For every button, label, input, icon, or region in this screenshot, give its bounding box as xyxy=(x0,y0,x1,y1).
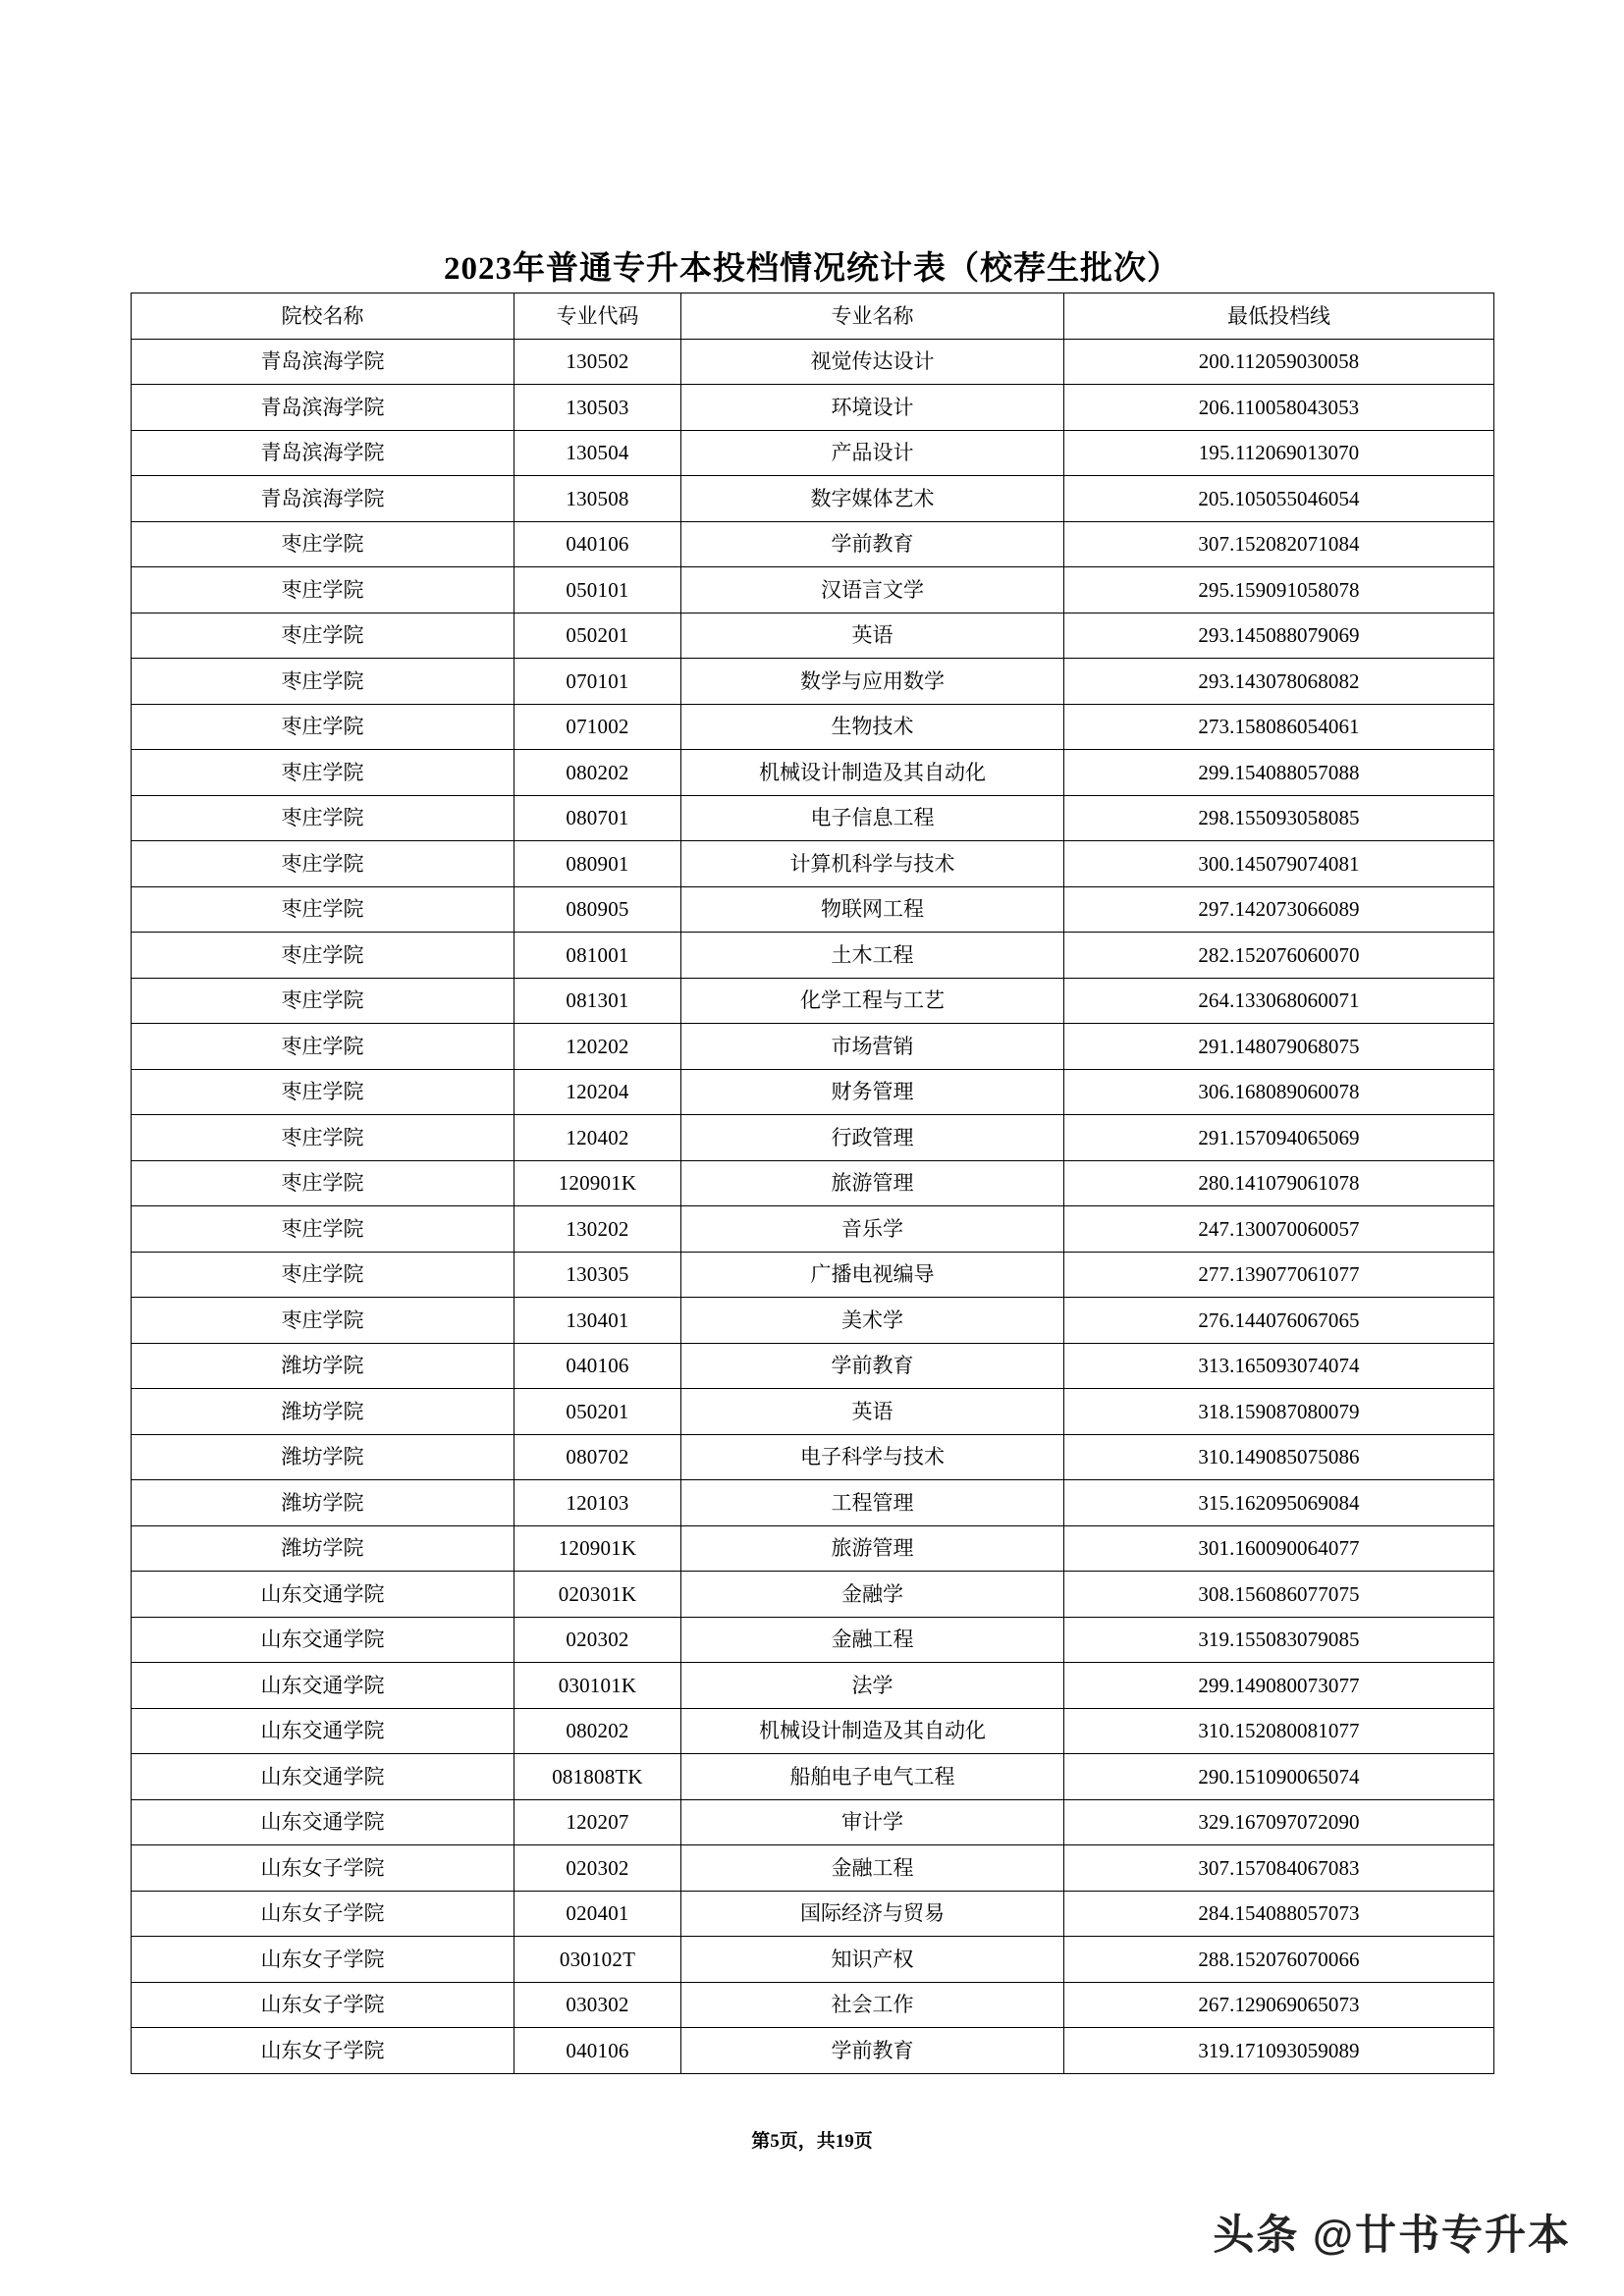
table-row xyxy=(132,339,1494,385)
school-name-cell: 枣庄学院 xyxy=(132,1298,514,1344)
table-body xyxy=(132,339,1494,2073)
major-code-cell: 081808TK xyxy=(514,1754,681,1800)
major-name-cell: 广播电视编导 xyxy=(681,1252,1064,1298)
school-name-cell: 山东交通学院 xyxy=(132,1799,514,1845)
table-row xyxy=(132,1298,1494,1344)
min-score-cell: 319.155083079085 xyxy=(1064,1617,1494,1663)
table-row xyxy=(132,1572,1494,1618)
major-name-cell: 电子信息工程 xyxy=(681,795,1064,841)
school-name-cell: 山东女子学院 xyxy=(132,1891,514,1937)
min-score-cell: 295.159091058078 xyxy=(1064,567,1494,614)
min-score-cell: 315.162095069084 xyxy=(1064,1480,1494,1526)
table-row xyxy=(132,1617,1494,1663)
table-row xyxy=(132,1252,1494,1298)
table-row xyxy=(132,795,1494,841)
table-row xyxy=(132,1160,1494,1206)
min-score-cell: 293.143078068082 xyxy=(1064,659,1494,705)
min-score-cell: 273.158086054061 xyxy=(1064,704,1494,750)
major-name-cell: 知识产权 xyxy=(681,1937,1064,1983)
major-name-cell: 数字媒体艺术 xyxy=(681,476,1064,522)
major-name-cell: 旅游管理 xyxy=(681,1525,1064,1572)
major-code-cell: 130305 xyxy=(514,1252,681,1298)
min-score-cell: 282.152076060070 xyxy=(1064,933,1494,979)
school-name-cell: 青岛滨海学院 xyxy=(132,385,514,431)
table-row xyxy=(132,1115,1494,1161)
school-name-cell: 潍坊学院 xyxy=(132,1434,514,1480)
table-row xyxy=(132,933,1494,979)
min-score-cell: 206.110058043053 xyxy=(1064,385,1494,431)
min-score-cell: 307.157084067083 xyxy=(1064,1845,1494,1892)
table-row xyxy=(132,1024,1494,1070)
major-name-cell: 审计学 xyxy=(681,1799,1064,1845)
school-name-cell: 山东交通学院 xyxy=(132,1617,514,1663)
school-name-cell: 枣庄学院 xyxy=(132,1024,514,1070)
min-score-cell: 293.145088079069 xyxy=(1064,613,1494,659)
major-code-cell: 130508 xyxy=(514,476,681,522)
major-code-cell: 030102T xyxy=(514,1937,681,1983)
school-name-cell: 枣庄学院 xyxy=(132,567,514,614)
school-name-cell: 枣庄学院 xyxy=(132,1206,514,1253)
school-name-cell: 枣庄学院 xyxy=(132,841,514,887)
school-name-cell: 枣庄学院 xyxy=(132,704,514,750)
min-score-cell: 284.154088057073 xyxy=(1064,1891,1494,1937)
major-name-cell: 环境设计 xyxy=(681,385,1064,431)
table-row xyxy=(132,385,1494,431)
major-code-cell: 130504 xyxy=(514,430,681,476)
major-code-cell: 120402 xyxy=(514,1115,681,1161)
major-code-cell: 130503 xyxy=(514,385,681,431)
school-name-cell: 枣庄学院 xyxy=(132,886,514,933)
table-row xyxy=(132,1891,1494,1937)
table-row xyxy=(132,1389,1494,1435)
major-name-cell: 学前教育 xyxy=(681,521,1064,567)
table-row xyxy=(132,1480,1494,1526)
min-score-cell: 318.159087080079 xyxy=(1064,1389,1494,1435)
min-score-cell: 308.156086077075 xyxy=(1064,1572,1494,1618)
school-name-cell: 潍坊学院 xyxy=(132,1343,514,1389)
school-name-cell: 枣庄学院 xyxy=(132,521,514,567)
table-row xyxy=(132,1434,1494,1480)
major-name-cell: 行政管理 xyxy=(681,1115,1064,1161)
table-row xyxy=(132,476,1494,522)
major-name-cell: 英语 xyxy=(681,613,1064,659)
major-code-cell: 120901K xyxy=(514,1525,681,1572)
table-row xyxy=(132,750,1494,796)
major-name-cell: 汉语言文学 xyxy=(681,567,1064,614)
min-score-cell: 276.144076067065 xyxy=(1064,1298,1494,1344)
major-name-cell: 国际经济与贸易 xyxy=(681,1891,1064,1937)
school-name-cell: 潍坊学院 xyxy=(132,1525,514,1572)
school-name-cell: 山东交通学院 xyxy=(132,1572,514,1618)
min-score-cell: 310.149085075086 xyxy=(1064,1434,1494,1480)
major-name-cell: 化学工程与工艺 xyxy=(681,978,1064,1024)
table-row xyxy=(132,1069,1494,1115)
major-name-cell: 财务管理 xyxy=(681,1069,1064,1115)
page-title: 2023年普通专升本投档情况统计表（校荐生批次） xyxy=(444,251,1180,287)
major-name-cell: 产品设计 xyxy=(681,430,1064,476)
school-name-cell: 山东女子学院 xyxy=(132,2028,514,2074)
major-code-cell: 050101 xyxy=(514,567,681,614)
major-name-cell: 机械设计制造及其自动化 xyxy=(681,1708,1064,1754)
major-code-cell: 020302 xyxy=(514,1845,681,1892)
school-name-cell: 枣庄学院 xyxy=(132,1160,514,1206)
major-name-cell: 音乐学 xyxy=(681,1206,1064,1253)
major-name-cell: 金融学 xyxy=(681,1572,1064,1618)
table-row xyxy=(132,1799,1494,1845)
major-name-cell: 机械设计制造及其自动化 xyxy=(681,750,1064,796)
table-header-row xyxy=(132,294,1494,340)
min-score-cell: 297.142073066089 xyxy=(1064,886,1494,933)
min-score-cell: 264.133068060071 xyxy=(1064,978,1494,1024)
school-name-cell: 潍坊学院 xyxy=(132,1389,514,1435)
min-score-cell: 290.151090065074 xyxy=(1064,1754,1494,1800)
major-name-cell: 旅游管理 xyxy=(681,1160,1064,1206)
school-name-cell: 枣庄学院 xyxy=(132,1115,514,1161)
min-score-cell: 299.149080073077 xyxy=(1064,1663,1494,1709)
column-header-major-code: 专业代码 xyxy=(514,294,681,340)
major-code-cell: 081301 xyxy=(514,978,681,1024)
table-row xyxy=(132,886,1494,933)
major-code-cell: 040106 xyxy=(514,2028,681,2074)
major-code-cell: 080901 xyxy=(514,841,681,887)
min-score-cell: 319.171093059089 xyxy=(1064,2028,1494,2074)
table-row xyxy=(132,978,1494,1024)
school-name-cell: 山东女子学院 xyxy=(132,1982,514,2028)
table-row xyxy=(132,1937,1494,1983)
school-name-cell: 山东交通学院 xyxy=(132,1754,514,1800)
major-code-cell: 130502 xyxy=(514,339,681,385)
min-score-cell: 291.157094065069 xyxy=(1064,1115,1494,1161)
min-score-cell: 195.112069013070 xyxy=(1064,430,1494,476)
table-row xyxy=(132,430,1494,476)
major-name-cell: 物联网工程 xyxy=(681,886,1064,933)
major-code-cell: 081001 xyxy=(514,933,681,979)
major-code-cell: 120207 xyxy=(514,1799,681,1845)
school-name-cell: 青岛滨海学院 xyxy=(132,339,514,385)
major-code-cell: 080702 xyxy=(514,1434,681,1480)
major-code-cell: 040106 xyxy=(514,521,681,567)
min-score-cell: 200.112059030058 xyxy=(1064,339,1494,385)
major-name-cell: 土木工程 xyxy=(681,933,1064,979)
major-code-cell: 050201 xyxy=(514,613,681,659)
major-code-cell: 020401 xyxy=(514,1891,681,1937)
major-code-cell: 120901K xyxy=(514,1160,681,1206)
major-name-cell: 生物技术 xyxy=(681,704,1064,750)
school-name-cell: 枣庄学院 xyxy=(132,659,514,705)
admission-statistics-table xyxy=(131,293,1494,2074)
school-name-cell: 枣庄学院 xyxy=(132,933,514,979)
major-name-cell: 工程管理 xyxy=(681,1480,1064,1526)
major-code-cell: 050201 xyxy=(514,1389,681,1435)
school-name-cell: 山东女子学院 xyxy=(132,1937,514,1983)
table-row xyxy=(132,1343,1494,1389)
school-name-cell: 潍坊学院 xyxy=(132,1480,514,1526)
school-name-cell: 枣庄学院 xyxy=(132,1069,514,1115)
major-name-cell: 金融工程 xyxy=(681,1845,1064,1892)
major-code-cell: 080701 xyxy=(514,795,681,841)
table-row xyxy=(132,1754,1494,1800)
school-name-cell: 枣庄学院 xyxy=(132,613,514,659)
major-name-cell: 船舶电子电气工程 xyxy=(681,1754,1064,1800)
major-name-cell: 计算机科学与技术 xyxy=(681,841,1064,887)
school-name-cell: 枣庄学院 xyxy=(132,750,514,796)
table-row xyxy=(132,1663,1494,1709)
table-row xyxy=(132,521,1494,567)
min-score-cell: 298.155093058085 xyxy=(1064,795,1494,841)
major-code-cell: 080905 xyxy=(514,886,681,933)
table-row xyxy=(132,1982,1494,2028)
column-header-school-name: 院校名称 xyxy=(132,294,514,340)
major-name-cell: 市场营销 xyxy=(681,1024,1064,1070)
major-name-cell: 美术学 xyxy=(681,1298,1064,1344)
major-code-cell: 040106 xyxy=(514,1343,681,1389)
school-name-cell: 山东交通学院 xyxy=(132,1663,514,1709)
school-name-cell: 枣庄学院 xyxy=(132,1252,514,1298)
school-name-cell: 枣庄学院 xyxy=(132,795,514,841)
column-header-min-score: 最低投档线 xyxy=(1064,294,1494,340)
min-score-cell: 301.160090064077 xyxy=(1064,1525,1494,1572)
major-name-cell: 社会工作 xyxy=(681,1982,1064,2028)
major-code-cell: 030302 xyxy=(514,1982,681,2028)
major-code-cell: 120103 xyxy=(514,1480,681,1526)
min-score-cell: 205.105055046054 xyxy=(1064,476,1494,522)
min-score-cell: 288.152076070066 xyxy=(1064,1937,1494,1983)
table-row xyxy=(132,1525,1494,1572)
major-name-cell: 电子科学与技术 xyxy=(681,1434,1064,1480)
major-name-cell: 学前教育 xyxy=(681,1343,1064,1389)
min-score-cell: 280.141079061078 xyxy=(1064,1160,1494,1206)
major-code-cell: 020302 xyxy=(514,1617,681,1663)
school-name-cell: 山东交通学院 xyxy=(132,1708,514,1754)
min-score-cell: 247.130070060057 xyxy=(1064,1206,1494,1253)
table-row xyxy=(132,567,1494,614)
major-name-cell: 法学 xyxy=(681,1663,1064,1709)
table-row xyxy=(132,613,1494,659)
min-score-cell: 267.129069065073 xyxy=(1064,1982,1494,2028)
table-row xyxy=(132,841,1494,887)
min-score-cell: 329.167097072090 xyxy=(1064,1799,1494,1845)
min-score-cell: 277.139077061077 xyxy=(1064,1252,1494,1298)
major-code-cell: 120204 xyxy=(514,1069,681,1115)
watermark: 头条 @廿书专升本 xyxy=(1213,2212,1571,2258)
table-row xyxy=(132,2028,1494,2074)
min-score-cell: 307.152082071084 xyxy=(1064,521,1494,567)
major-code-cell: 030101K xyxy=(514,1663,681,1709)
major-name-cell: 金融工程 xyxy=(681,1617,1064,1663)
school-name-cell: 枣庄学院 xyxy=(132,978,514,1024)
major-name-cell: 数学与应用数学 xyxy=(681,659,1064,705)
major-name-cell: 学前教育 xyxy=(681,2028,1064,2074)
major-name-cell: 视觉传达设计 xyxy=(681,339,1064,385)
page-number-footer: 第5页，共19页 xyxy=(751,2131,873,2152)
min-score-cell: 313.165093074074 xyxy=(1064,1343,1494,1389)
school-name-cell: 青岛滨海学院 xyxy=(132,430,514,476)
min-score-cell: 300.145079074081 xyxy=(1064,841,1494,887)
major-code-cell: 120202 xyxy=(514,1024,681,1070)
min-score-cell: 291.148079068075 xyxy=(1064,1024,1494,1070)
table-row xyxy=(132,659,1494,705)
major-name-cell: 英语 xyxy=(681,1389,1064,1435)
major-code-cell: 020301K xyxy=(514,1572,681,1618)
min-score-cell: 299.154088057088 xyxy=(1064,750,1494,796)
school-name-cell: 青岛滨海学院 xyxy=(132,476,514,522)
statistics-table-container xyxy=(131,293,1493,2074)
major-code-cell: 071002 xyxy=(514,704,681,750)
major-code-cell: 130401 xyxy=(514,1298,681,1344)
min-score-cell: 306.168089060078 xyxy=(1064,1069,1494,1115)
table-row xyxy=(132,1708,1494,1754)
school-name-cell: 山东女子学院 xyxy=(132,1845,514,1892)
table-row xyxy=(132,1206,1494,1253)
table-row xyxy=(132,1845,1494,1892)
major-code-cell: 130202 xyxy=(514,1206,681,1253)
table-row xyxy=(132,704,1494,750)
major-code-cell: 080202 xyxy=(514,750,681,796)
min-score-cell: 310.152080081077 xyxy=(1064,1708,1494,1754)
major-code-cell: 070101 xyxy=(514,659,681,705)
major-code-cell: 080202 xyxy=(514,1708,681,1754)
table-header xyxy=(132,294,1494,340)
column-header-major-name: 专业名称 xyxy=(681,294,1064,340)
